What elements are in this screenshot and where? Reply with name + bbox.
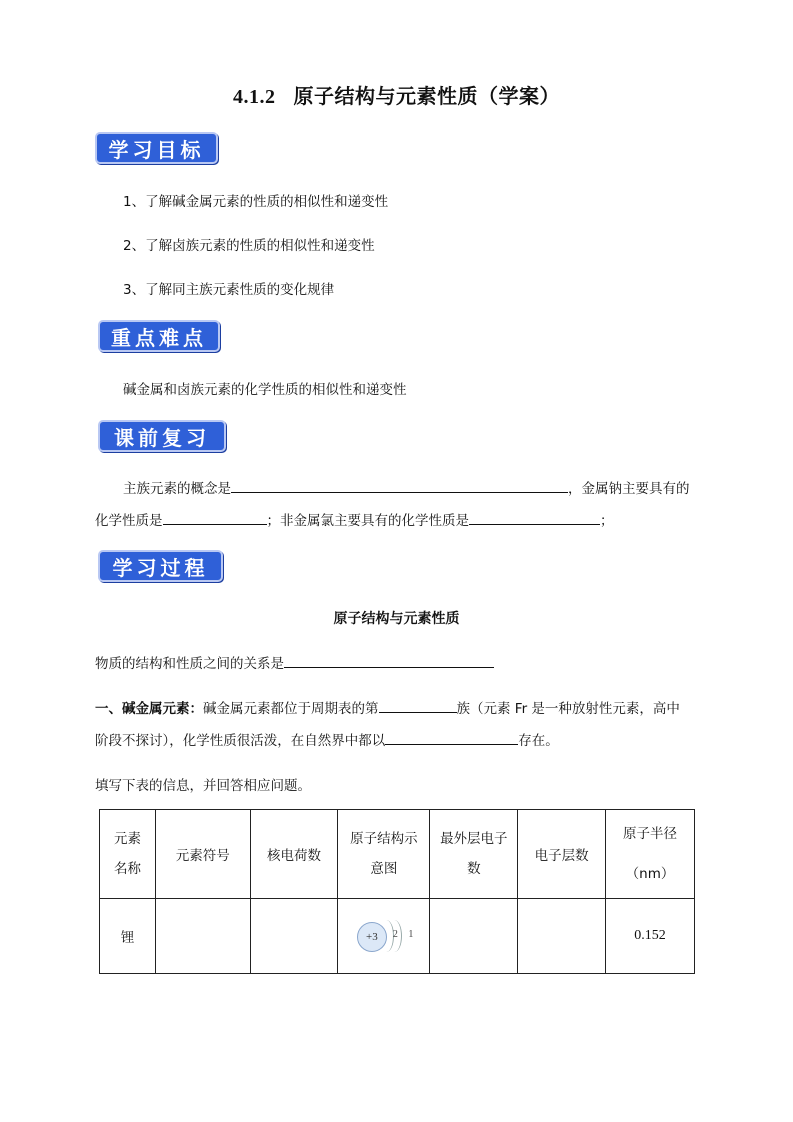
review-text-c: 化学性质是 bbox=[95, 513, 163, 529]
blank-relation[interactable] bbox=[284, 653, 494, 668]
review-text-b: ，金属钠主要具有的 bbox=[568, 481, 690, 497]
review-text-d: ；非金属氯主要具有的化学性质是 bbox=[266, 513, 469, 529]
alkali-metal-table bbox=[99, 809, 695, 974]
review-line-2 bbox=[95, 509, 614, 529]
alkali-text-a: 碱金属元素都位于周期表的第 bbox=[203, 701, 379, 717]
header-nuclear-charge: 核电荷数 bbox=[250, 810, 338, 899]
review-text-e: ； bbox=[600, 513, 614, 529]
title-text: 原子结构与元素性质（学案） bbox=[293, 84, 560, 108]
cell-nuclear-charge[interactable] bbox=[250, 899, 338, 974]
review-text-a: 主族元素的概念是 bbox=[123, 481, 231, 497]
cell-outer-electrons[interactable] bbox=[430, 899, 518, 974]
cell-element-symbol[interactable] bbox=[155, 899, 250, 974]
cell-electron-shells[interactable] bbox=[518, 899, 606, 974]
relation-text: 物质的结构和性质之间的关系是 bbox=[95, 656, 284, 672]
badge-process: 学习过程 bbox=[98, 550, 223, 582]
goal-item-1: 1、了解碱金属元素的性质的相似性和递变性 bbox=[123, 194, 389, 210]
cell-structure-diagram bbox=[338, 899, 430, 974]
cell-atomic-radius: 0.152 bbox=[606, 899, 695, 974]
table-header-row bbox=[100, 810, 695, 899]
review-line-1 bbox=[123, 477, 690, 497]
page-title bbox=[0, 80, 793, 109]
header-element-symbol: 元素符号 bbox=[155, 810, 250, 899]
goal-item-3: 3、了解同主族元素性质的变化规律 bbox=[123, 282, 335, 298]
header-outer-electrons: 最外层电子数 bbox=[430, 810, 518, 899]
alkali-text-c: 阶段不探讨），化学性质很活泼，在自然界中都以 bbox=[95, 733, 386, 749]
header-electron-shells: 电子层数 bbox=[518, 810, 606, 899]
goal-item-2: 2、了解卤族元素的性质的相似性和递变性 bbox=[123, 238, 375, 254]
blank-natural-form[interactable] bbox=[385, 730, 518, 745]
alkali-line-1 bbox=[95, 697, 680, 717]
badge-review: 课前复习 bbox=[98, 420, 226, 452]
table-row bbox=[100, 899, 695, 974]
header-atomic-radius: 原子半径（nm） bbox=[606, 810, 695, 899]
blank-chlorine-property[interactable] bbox=[469, 510, 600, 525]
nucleus-icon: +3 bbox=[357, 922, 387, 952]
title-number: 4.1.2 bbox=[233, 86, 276, 108]
alkali-text-b: 族（元素 Fr 是一种放射性元素，高中 bbox=[456, 701, 680, 717]
section-title: 原子结构与元素性质 bbox=[333, 611, 460, 627]
shell-electron-counts: 2 1 bbox=[392, 929, 418, 940]
blank-main-group-concept[interactable] bbox=[231, 478, 568, 493]
header-element-name: 元素名称 bbox=[100, 810, 156, 899]
alkali-line-2 bbox=[95, 729, 559, 749]
blank-group-number[interactable] bbox=[379, 698, 457, 713]
header-structure-diagram: 原子结构示意图 bbox=[338, 810, 430, 899]
fill-table-instruction: 填写下表的信息，并回答相应问题。 bbox=[95, 778, 311, 794]
badge-key-points: 重点难点 bbox=[98, 320, 220, 352]
cell-element-name: 锂 bbox=[100, 899, 156, 974]
alkali-heading: 一、碱金属元素： bbox=[95, 701, 203, 717]
relation-line bbox=[95, 652, 494, 672]
blank-sodium-property[interactable] bbox=[163, 510, 267, 525]
lithium-atom-diagram bbox=[349, 916, 419, 956]
alkali-text-d: 存在。 bbox=[518, 733, 559, 749]
badge-learning-goals: 学习目标 bbox=[95, 132, 218, 164]
key-points-text: 碱金属和卤族元素的化学性质的相似性和递变性 bbox=[123, 382, 407, 398]
